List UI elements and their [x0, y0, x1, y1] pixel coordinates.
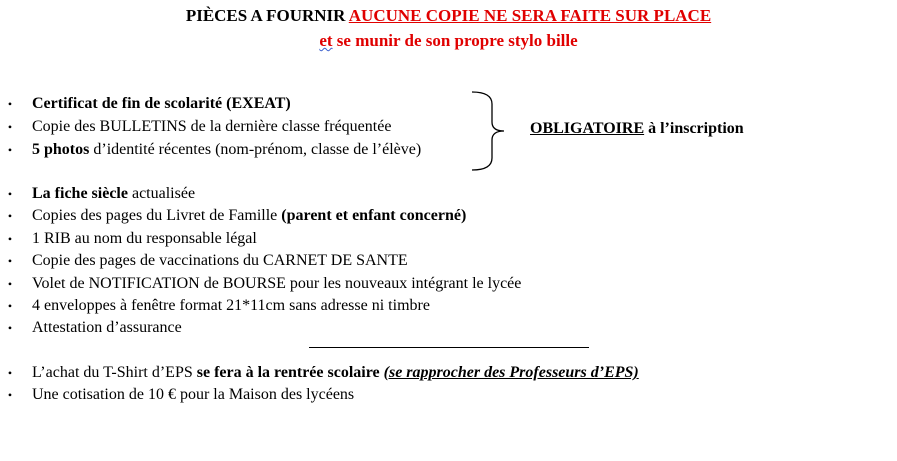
bullet-icon: • [7, 187, 13, 201]
item-text: Une cotisation de 10 € pour la Maison des lycéens [32, 386, 355, 403]
item-bold: 5 photos [32, 141, 90, 158]
item-text: actualisée [127, 185, 196, 202]
bullet-icon: • [7, 388, 13, 402]
bullet-icon: • [7, 232, 13, 246]
bullet-icon: • [7, 143, 13, 157]
bullet-icon: • [7, 120, 13, 134]
item-text: Copie des BULLETINS de la dernière classe fréquentée [32, 118, 392, 135]
divider [309, 347, 589, 348]
item-text: Attestation d’assurance [32, 319, 182, 336]
bullet-icon: • [7, 366, 13, 380]
item-bold: Certificat de fin de scolarité (EXEAT) [32, 95, 291, 112]
item-bold: (parent et enfant concerné) [281, 207, 467, 224]
page-title [0, 6, 897, 26]
mandatory-word: OBLIGATOIRE [530, 120, 645, 137]
page-subtitle [0, 31, 897, 51]
item-text: Copie des pages de vaccinations du CARNET DE SANTE [32, 252, 408, 269]
item-emphasis: (se rapprocher des Professeurs d’EPS) [383, 364, 639, 381]
subtitle-et: et [319, 31, 333, 50]
item-text: 1 RIB au nom du responsable légal [32, 230, 257, 247]
item-text: L’achat du T-Shirt d’EPS [32, 364, 197, 381]
title-prefix: PIÈCES A FOURNIR [185, 6, 349, 25]
bullet-icon: • [7, 277, 13, 291]
mandatory-rest: à l’inscription [644, 120, 744, 137]
subtitle-rest: se munir de son propre stylo bille [332, 31, 578, 50]
bullet-icon: • [7, 299, 13, 313]
item-bold: La fiche siècle [32, 185, 128, 202]
mandatory-note [530, 118, 744, 140]
item-text: Copies des pages du Livret de Famille [32, 207, 282, 224]
item-text: d’identité récentes (nom-prénom, classe de l’élève) [89, 141, 422, 158]
item-text: Volet de NOTIFICATION de BOURSE pour les nouveaux intégrant le lycée [32, 275, 522, 292]
bullet-icon: • [7, 97, 13, 111]
bullet-icon: • [7, 209, 13, 223]
no-copy-warning: AUCUNE COPIE NE SERA FAITE SUR PLACE [348, 6, 712, 25]
bullet-icon: • [7, 254, 13, 268]
bullet-icon: • [7, 321, 13, 335]
right-brace-icon [470, 90, 510, 172]
item-bold: se fera à la rentrée scolaire [196, 364, 384, 381]
item-text: 4 enveloppes à fenêtre format 21*11cm sans adresse ni timbre [32, 297, 430, 314]
